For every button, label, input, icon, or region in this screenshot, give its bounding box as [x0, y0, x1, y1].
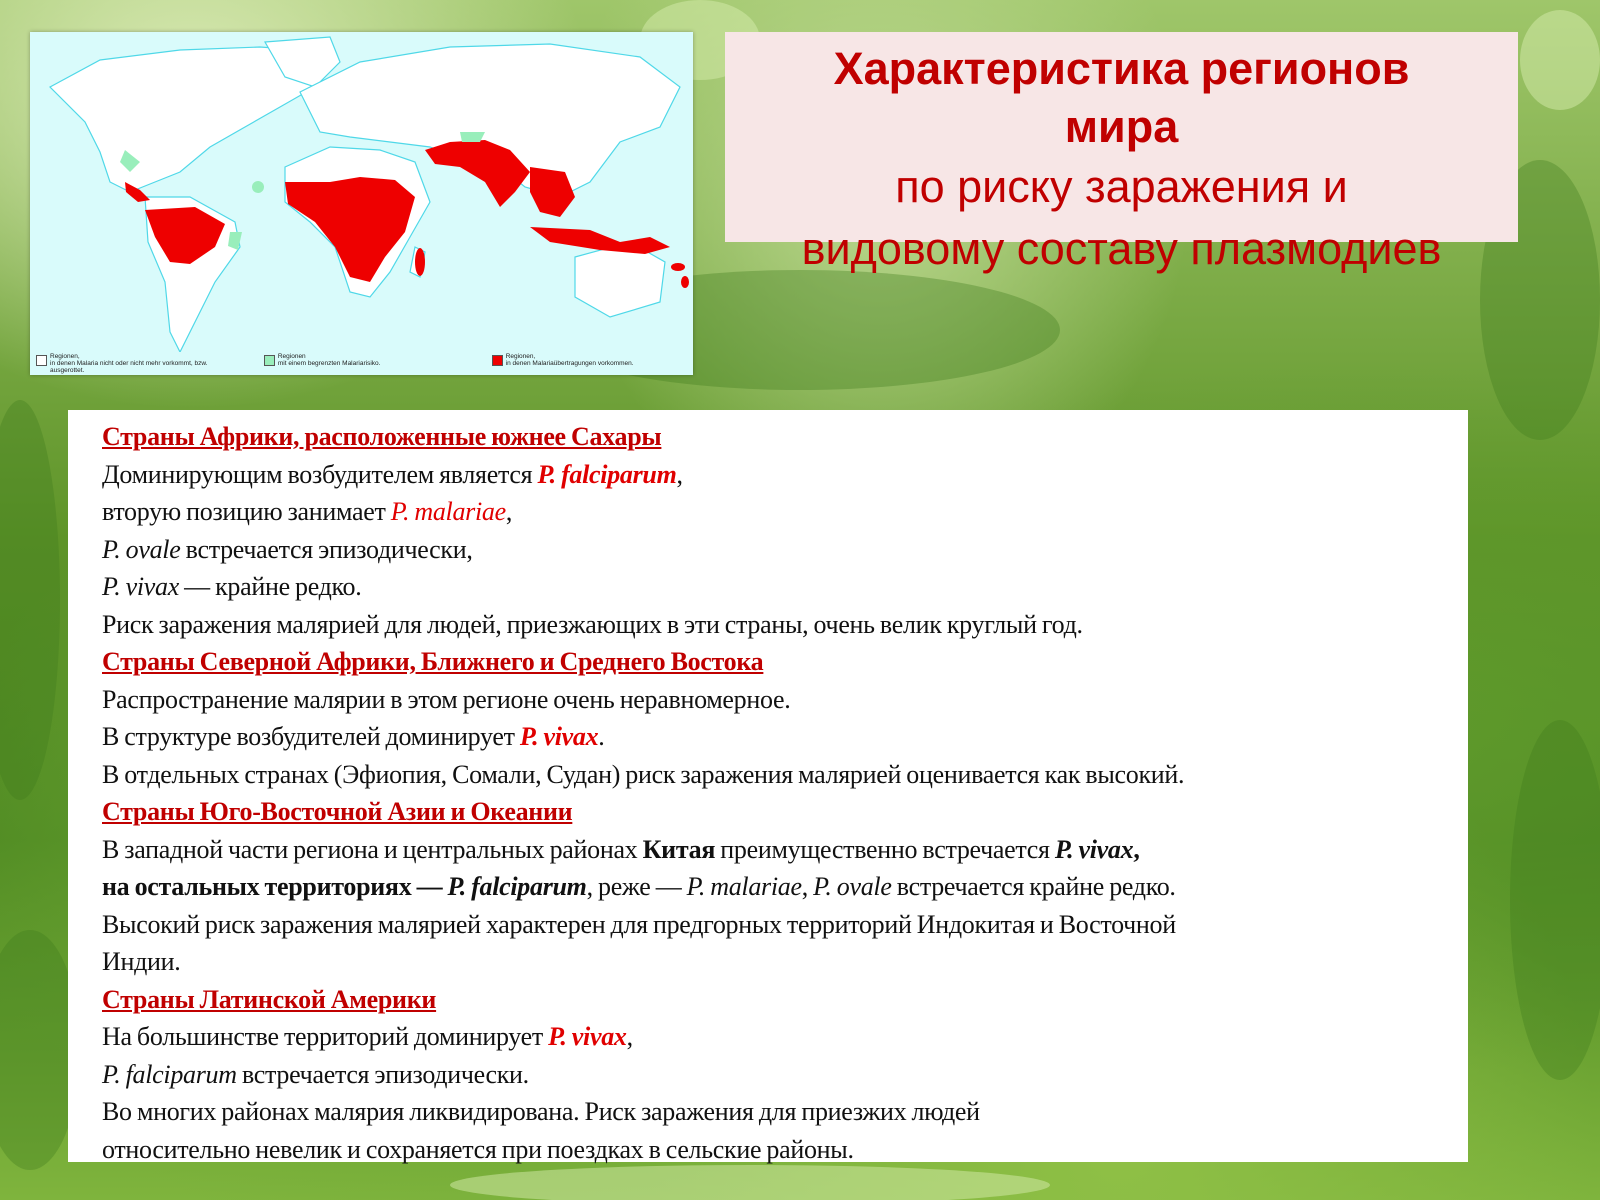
slide-title	[725, 40, 1518, 280]
paragraph-line: Во многих районах малярия ликвидирована. Риск заражения для приезжих людей	[102, 1097, 980, 1126]
section-heading-north-africa-middle-east: Страны Северной Африки, Ближнего и Среднего Востока	[102, 647, 764, 676]
title-line-1: Характеристика регионов	[833, 43, 1410, 94]
malaria-world-map	[30, 32, 693, 375]
paragraph-line: Высокий риск заражения малярией характерен для предгорных территорий Индокитая и Восточной	[102, 909, 1176, 939]
paragraph-line: P. vivax — крайне редко.	[102, 572, 362, 601]
paragraph-line: В западной части региона и центральных районах Китая преимущественно встречается P. vivax,	[102, 834, 1140, 864]
paragraph-line: относительно невелик и сохраняется при поездках в сельские районы.	[102, 1134, 854, 1164]
paragraph-line: В отдельных странах (Эфиопия, Сомали, Судан) риск заражения малярией оценивается как высокий.	[102, 759, 1185, 789]
legend-item-no-malaria: Regionen, in denen Malaria nicht oder nicht mehr vorkommt, bzw. ausgerottet.	[36, 353, 231, 373]
legend-item-transmission: Regionen, in denen Malariaübertragungen vorkommen.	[492, 353, 687, 373]
risk-area-africa	[285, 177, 415, 282]
legend-swatch-green	[264, 355, 275, 366]
legend-item-limited-risk: Regionen mit einem begrenzten Malariarisiko.	[264, 353, 459, 373]
title-line-4: видовому составу плазмодиев	[801, 223, 1442, 274]
section-heading-se-asia-oceania: Страны Юго-Восточной Азии и Океании	[102, 797, 573, 826]
paragraph-line: на остальных территориях — P. falciparum, реже — P. malariae, P. ovale встречается крайне редко.	[102, 872, 1176, 901]
content-text	[102, 418, 1462, 1168]
section-heading-latin-america: Страны Латинской Америки	[102, 984, 437, 1014]
paragraph-line: Риск заражения малярией для людей, приезжающих в эти страны, очень велик круглый год.	[102, 609, 1083, 639]
title-line-2: мира	[1064, 101, 1179, 152]
paragraph-line: P. falciparum встречается эпизодически.	[102, 1059, 529, 1089]
legend-swatch-white	[36, 355, 47, 366]
title-line-3: по риску заражения и	[895, 161, 1348, 212]
limited-risk-area	[252, 181, 264, 193]
paragraph-line: Индии.	[102, 947, 181, 976]
risk-area-indonesia	[530, 227, 670, 254]
world-map-graphic	[30, 32, 693, 352]
map-legend	[36, 353, 687, 373]
paragraph-line: В структуре возбудителей доминирует P. vivax.	[102, 722, 605, 751]
paragraph-line: Распространение малярии в этом регионе очень неравномерное.	[102, 684, 791, 714]
australia	[575, 242, 665, 317]
paragraph-line: P. ovale встречается эпизодически,	[102, 534, 473, 564]
paragraph-line: Доминирующим возбудителем является P. falciparum,	[102, 459, 683, 489]
paragraph-line: На большинстве территорий доминирует P. vivax,	[102, 1022, 633, 1051]
legend-swatch-red	[492, 355, 503, 366]
paragraph-line: вторую позицию занимает P. malariae,	[102, 497, 513, 526]
section-heading-sub-saharan-africa: Страны Африки, расположенные южнее Сахары	[102, 422, 662, 451]
